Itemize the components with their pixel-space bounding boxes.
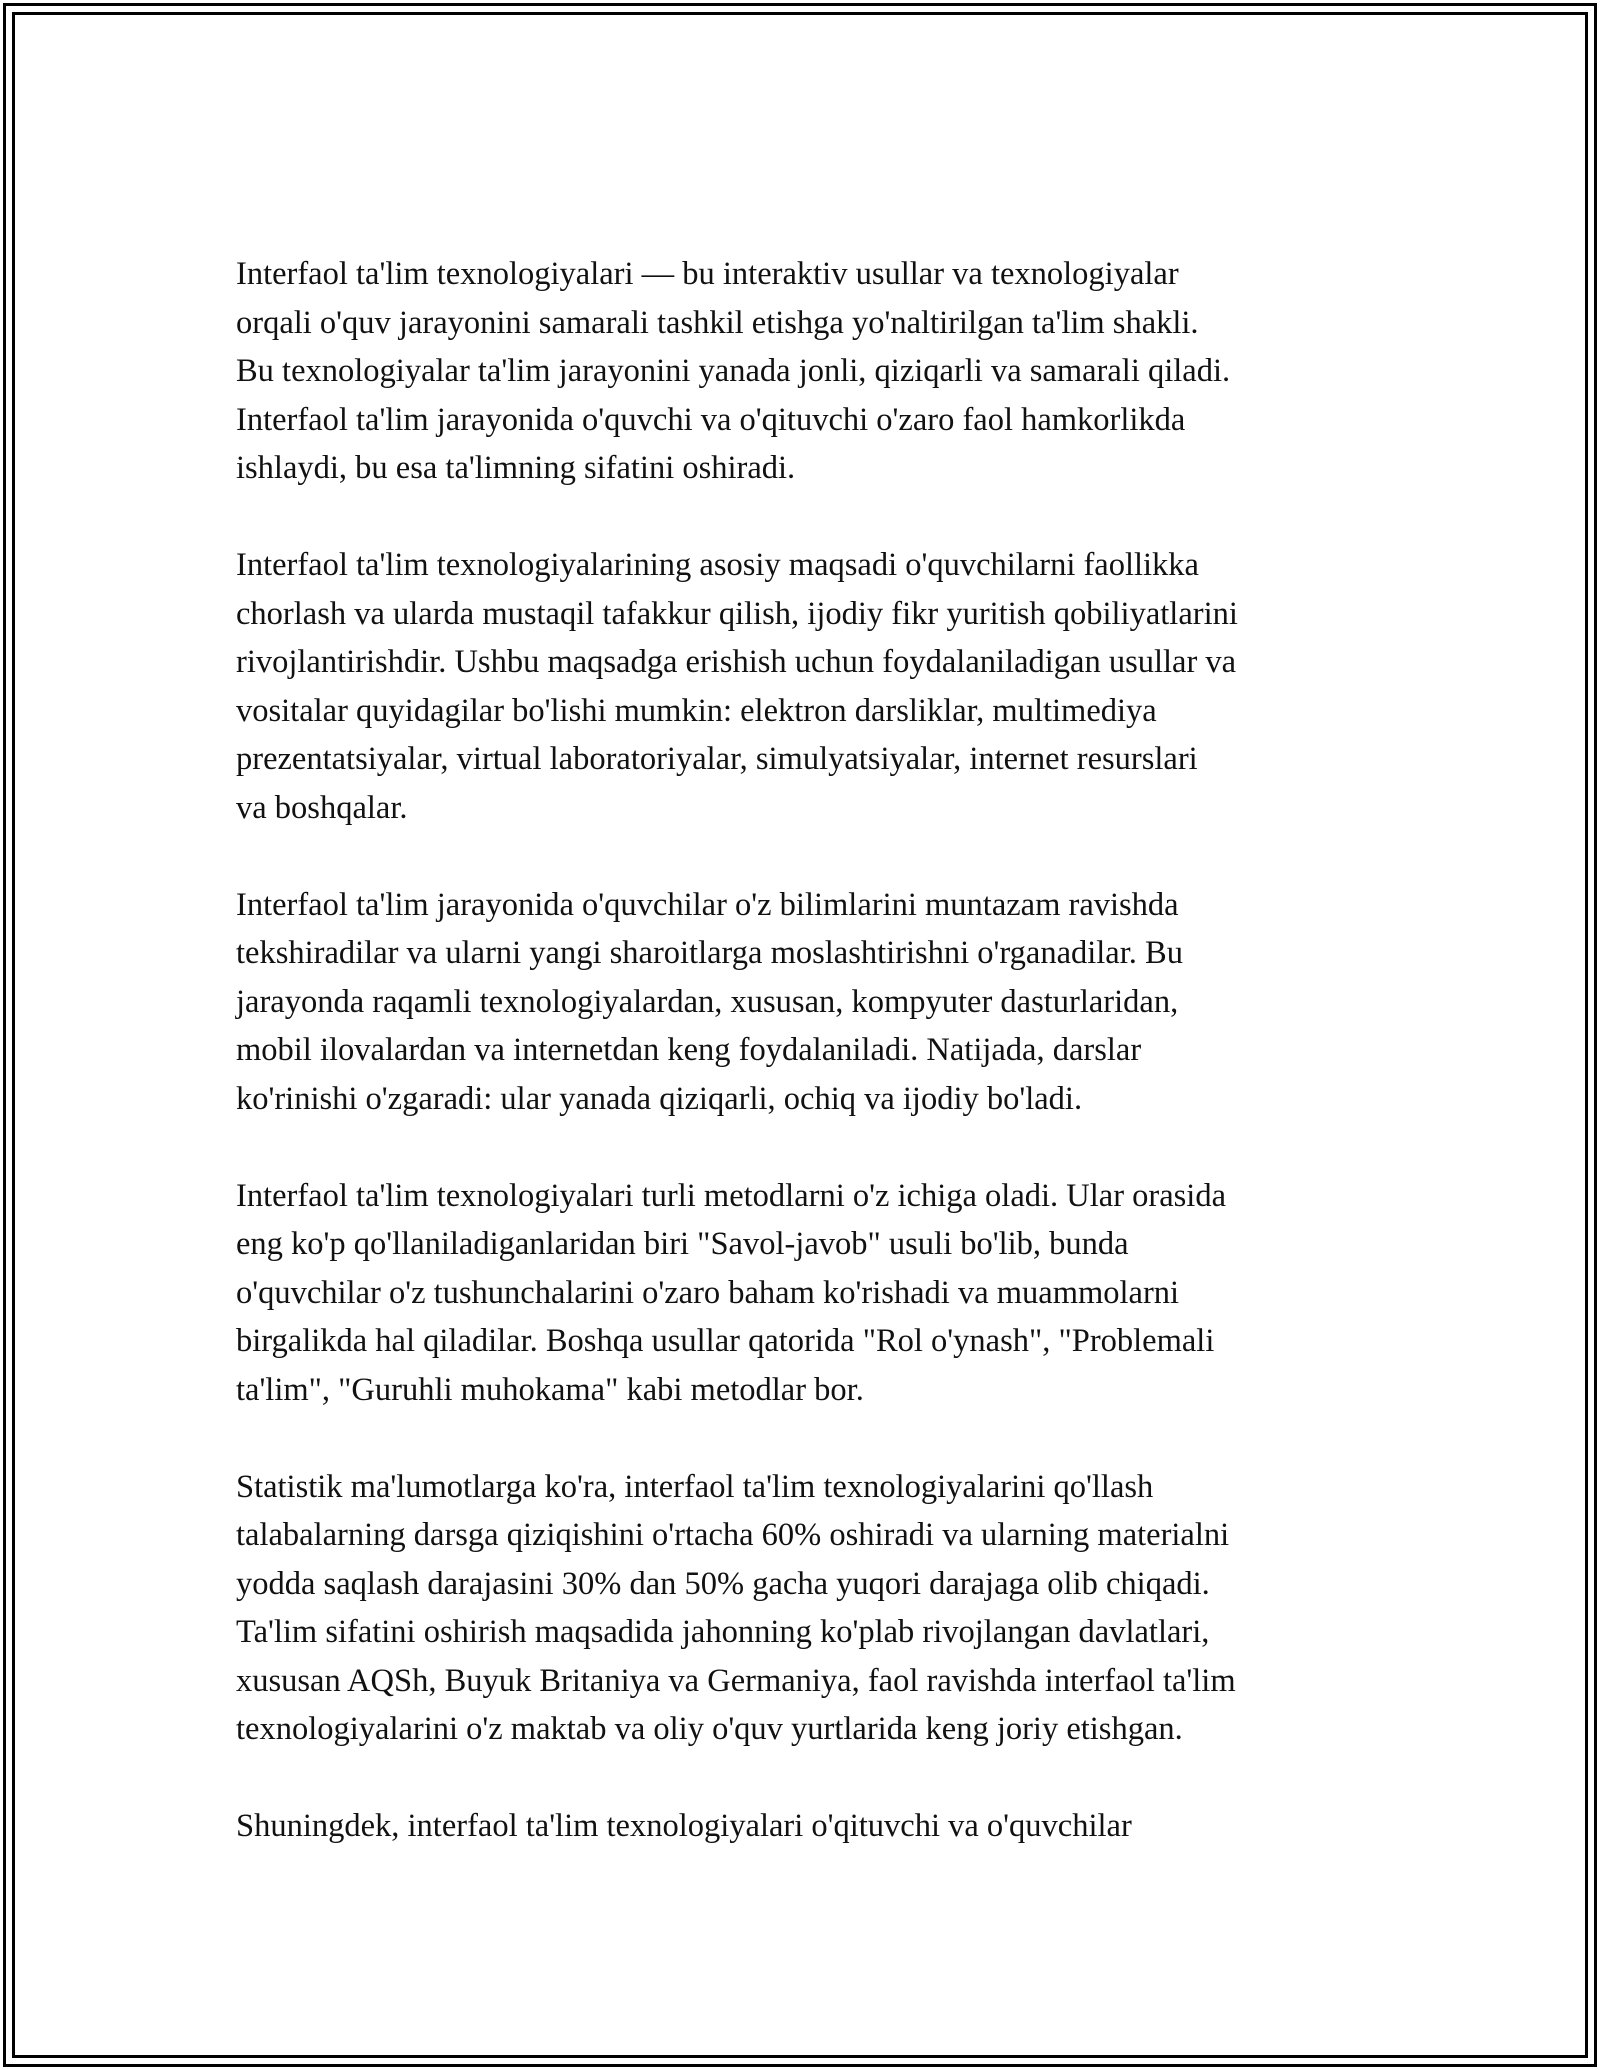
text-line: yodda saqlash darajasini 30% dan 50% gacha yuqori darajaga olib chiqadi.: [236, 1565, 1210, 1602]
text-line: xususan AQSh, Buyuk Britaniya va Germaniya, faol ravishda interfaol ta'lim: [236, 1662, 1236, 1699]
text-line: Interfaol ta'lim texnologiyalari — bu interaktiv usullar va texnologiyalar: [236, 256, 1179, 292]
document-body: [236, 250, 1376, 1899]
text-line: va boshqalar.: [236, 789, 408, 826]
text-line: tekshiradilar va ularni yangi sharoitlarga moslashtirishni o'rganadilar. Bu: [236, 935, 1183, 971]
text-line: vositalar quyidagilar bo'lishi mumkin: elektron darsliklar, multimediya: [236, 692, 1157, 729]
text-line: texnologiyalarini o'z maktab va oliy o'quv yurtlarida keng joriy etishgan.: [236, 1711, 1183, 1747]
text-line: Shuningdek, interfaol ta'lim texnologiyalari o'qituvchi va o'quvchilar: [236, 1808, 1132, 1844]
text-line: eng ko'p qo'llaniladiganlaridan biri "Savol-javob" usuli bo'lib, bunda: [236, 1226, 1129, 1262]
text-line: rivojlantirishdir. Ushbu maqsadga erishish uchun foydalaniladigan usullar va: [236, 644, 1237, 680]
text-line: orqali o'quv jarayonini samarali tashkil etishga yo'naltirilgan ta'lim shakli.: [236, 304, 1199, 341]
text-line: Interfaol ta'lim texnologiyalarining asosiy maqsadi o'quvchilarni faollikka: [236, 547, 1199, 583]
paragraph-4: [236, 1172, 1376, 1415]
text-line: talabalarning darsga qiziqishini o'rtacha 60% oshiradi va ularning materialni: [236, 1517, 1230, 1553]
text-line: chorlash va ularda mustaqil tafakkur qilish, ijodiy fikr yuritish qobiliyatlarini: [236, 595, 1238, 632]
text-line: Interfaol ta'lim texnologiyalari turli metodlarni o'z ichiga oladi. Ular orasida: [236, 1177, 1226, 1214]
paragraph-2: [236, 541, 1376, 832]
paragraph-5: [236, 1463, 1376, 1754]
text-line: Ta'lim sifatini oshirish maqsadida jahonning ko'plab rivojlangan davlatlari,: [236, 1614, 1210, 1650]
text-line: Bu texnologiyalar ta'lim jarayonini yanada jonli, qiziqarli va samarali qiladi.: [236, 353, 1231, 389]
text-line: mobil ilovalardan va internetdan keng foydalaniladi. Natijada, darslar: [236, 1032, 1142, 1068]
text-line: Statistik ma'lumotlarga ko'ra, interfaol ta'lim texnologiyalarini qo'llash: [236, 1468, 1154, 1505]
text-line: prezentatsiyalar, virtual laboratoriyalar, simulyatsiyalar, internet resurslari: [236, 741, 1198, 777]
text-line: ishlaydi, bu esa ta'limning sifatini oshiradi.: [236, 450, 796, 486]
paragraph-1: [236, 250, 1376, 493]
text-line: ta'lim", "Guruhli muhokama" kabi metodlar bor.: [236, 1371, 864, 1408]
text-line: Interfaol ta'lim jarayonida o'quvchi va o'qituvchi o'zaro faol hamkorlikda: [236, 401, 1186, 438]
text-line: ko'rinishi o'zgaradi: ular yanada qiziqarli, ochiq va ijodiy bo'ladi.: [236, 1080, 1083, 1117]
text-line: jarayonda raqamli texnologiyalardan, xususan, kompyuter dasturlaridan,: [236, 983, 1179, 1020]
text-line: birgalikda hal qiladilar. Boshqa usullar qatorida "Rol o'ynash", "Problemali: [236, 1323, 1215, 1359]
paragraph-3: [236, 881, 1376, 1124]
text-line: o'quvchilar o'z tushunchalarini o'zaro baham ko'rishadi va muammolarni: [236, 1274, 1180, 1311]
paragraph-6: [236, 1802, 1376, 1851]
text-line: Interfaol ta'lim jarayonida o'quvchilar o'z bilimlarini muntazam ravishda: [236, 886, 1179, 923]
